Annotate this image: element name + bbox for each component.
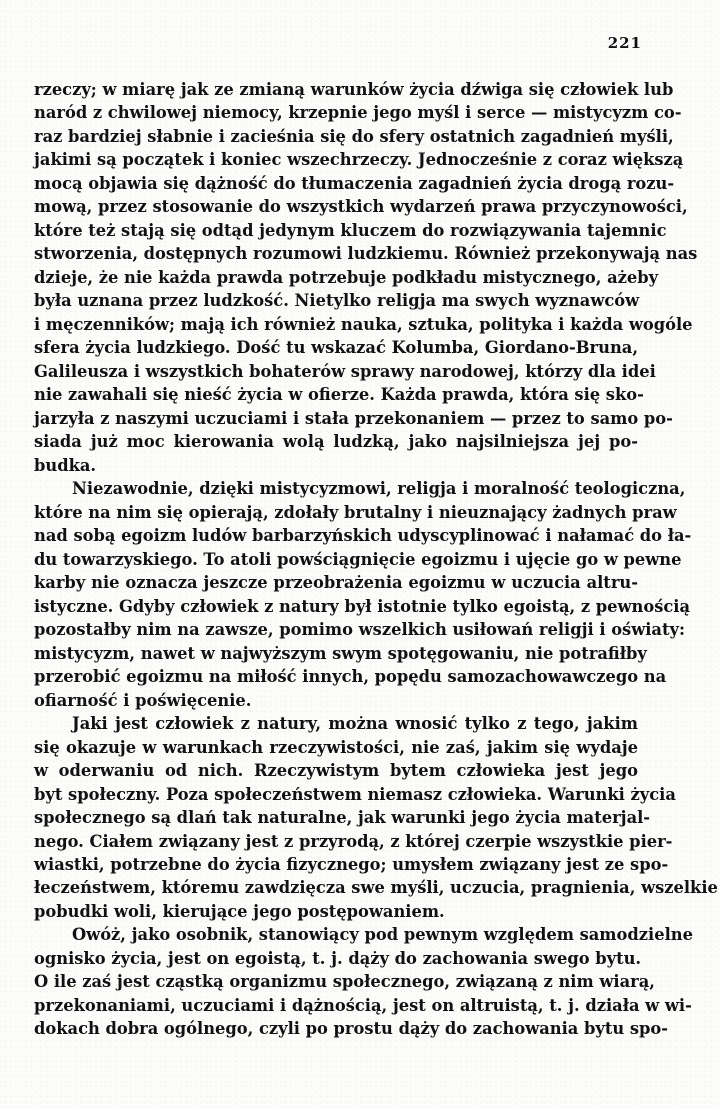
text-line: rzeczy; w miarę jak ze zmianą warunków życia dźwiga się człowiek lub xyxy=(34,80,674,99)
text-line: siada już moc kierowania wolą ludzką, jako najsilniejsza jej po- xyxy=(34,432,638,452)
text-line: nad sobą egoizm ludów barbarzyńskich udyscyplinować i nałamać do ła- xyxy=(34,526,692,546)
text-line: raz bardziej słabnie i zacieśnia się do sfery ostatnich zagadnień myśli, xyxy=(34,126,674,146)
text-line: i męczenników; mają ich również nauka, sztuka, polityka i każda wogóle xyxy=(34,314,693,334)
text-line: społecznego są dlań tak naturalne, jak warunki jego życia materjal- xyxy=(34,808,651,828)
paragraph xyxy=(34,712,718,923)
text-line: Owóż, jako osobnik, stanowiący pod pewnym względem samodzielne xyxy=(72,925,693,945)
text-line: Niezawodnie, dzięki mistycyzmowi, religja i moralność teologiczna, xyxy=(72,479,686,499)
text-line: istyczne. Gdyby człowiek z natury był istotnie tylko egoistą, z pewnością xyxy=(34,596,691,616)
text-line: które też stają się odtąd jedynym kluczem do rozwiązywania tajemnic xyxy=(34,220,667,240)
paragraph xyxy=(34,477,692,712)
text-line: mocą objawia się dążność do tłumaczenia zagadnień życia drogą rozu- xyxy=(34,173,675,193)
text-line: stworzenia, dostępnych rozumowi ludzkiemu. Również przekonywają nas xyxy=(34,244,698,264)
text-line: Galileusza i wszystkich bohaterów sprawy narodowej, którzy dla idei xyxy=(34,361,656,381)
text-line: ofiarność i poświęcenie. xyxy=(34,690,252,710)
text-line: przekonaniami, uczuciami i dążnością, jest on altruistą, t. j. działa w wi- xyxy=(34,995,692,1015)
text-line: pozostałby nim na zawsze, pomimo wszelkich usiłowań religji i oświaty: xyxy=(34,620,685,640)
text-line: nie zawahali się nieść życia w ofierze. Każda prawda, która się sko- xyxy=(34,385,644,405)
text-line: łeczeństwem, któremu zawdzięcza swe myśli, uczucia, pragnienia, wszelkie xyxy=(34,878,718,898)
text-line: które na nim się opierają, zdołały brutalny i nieuznający żadnych praw xyxy=(34,502,677,522)
text-line: dzieje, że nie każda prawda potrzebuje podkładu mistycznego, ażeby xyxy=(34,267,659,287)
text-line: mową, przez stosowanie do wszystkich wydarzeń prawa przyczynowości, xyxy=(34,197,688,217)
text-line: była uznana przez ludzkość. Nietylko religja ma swych wyznawców xyxy=(34,291,640,311)
text-line: karby nie oznacza jeszcze przeobrażenia egoizmu w uczucia altru- xyxy=(34,573,638,593)
paragraph xyxy=(34,923,693,1040)
body-text xyxy=(34,78,718,1041)
text-line: przerobić egoizmu na miłość innych, popędu samozachowawczego na xyxy=(34,667,667,687)
text-line: wiastki, potrzebne do życia fizycznego; umysłem związany jest ze spo- xyxy=(34,854,669,874)
text-line: O ile zaś jest cząstką organizmu społecznego, związaną z nim wiarą, xyxy=(34,972,655,992)
text-line: dokach dobra ogólnego, czyli po prostu dąży do zachowania bytu spo- xyxy=(34,1019,669,1039)
text-line: pobudki woli, kierujące jego postępowaniem. xyxy=(34,901,445,921)
text-line: du towarzyskiego. To atoli powściągnięcie egoizmu i ujęcie go w pewne xyxy=(34,549,682,569)
text-line: budka. xyxy=(34,455,97,475)
text-line: jakimi są początek i koniec wszechrzeczy. Jednocześnie z coraz większą xyxy=(34,150,684,170)
text-line: jarzyła z naszymi uczuciami i stała przekonaniem — przez to samo po- xyxy=(34,408,673,428)
text-line: ognisko życia, jest on egoistą, t. j. dąży do zachowania swego bytu. xyxy=(34,948,642,968)
text-line: sfera życia ludzkiego. Dość tu wskazać Kolumba, Giordano-Bruna, xyxy=(34,338,638,358)
text-line: naród z chwilowej niemocy, krzepnie jego myśl i serce — mistycyzm co- xyxy=(34,103,682,123)
text-line: mistycyzm, nawet w najwyższym swym spotęgowaniu, nie potrafiłby xyxy=(34,643,647,663)
paragraph xyxy=(34,78,698,477)
text-line: w oderwaniu od nich. Rzeczywistym bytem człowieka jest jego xyxy=(34,761,638,781)
text-line: byt społeczny. Poza społeczeństwem niemasz człowieka. Warunki życia xyxy=(34,784,676,804)
text-line: Jaki jest człowiek z natury, można wnosić tylko z tego, jakim xyxy=(72,714,638,734)
text-line: nego. Ciałem związany jest z przyrodą, z której czerpie wszystkie pier- xyxy=(34,831,673,851)
text-line: się okazuje w warunkach rzeczywistości, nie zaś, jakim się wydaje xyxy=(34,737,638,757)
page-number: 221 xyxy=(607,34,642,52)
